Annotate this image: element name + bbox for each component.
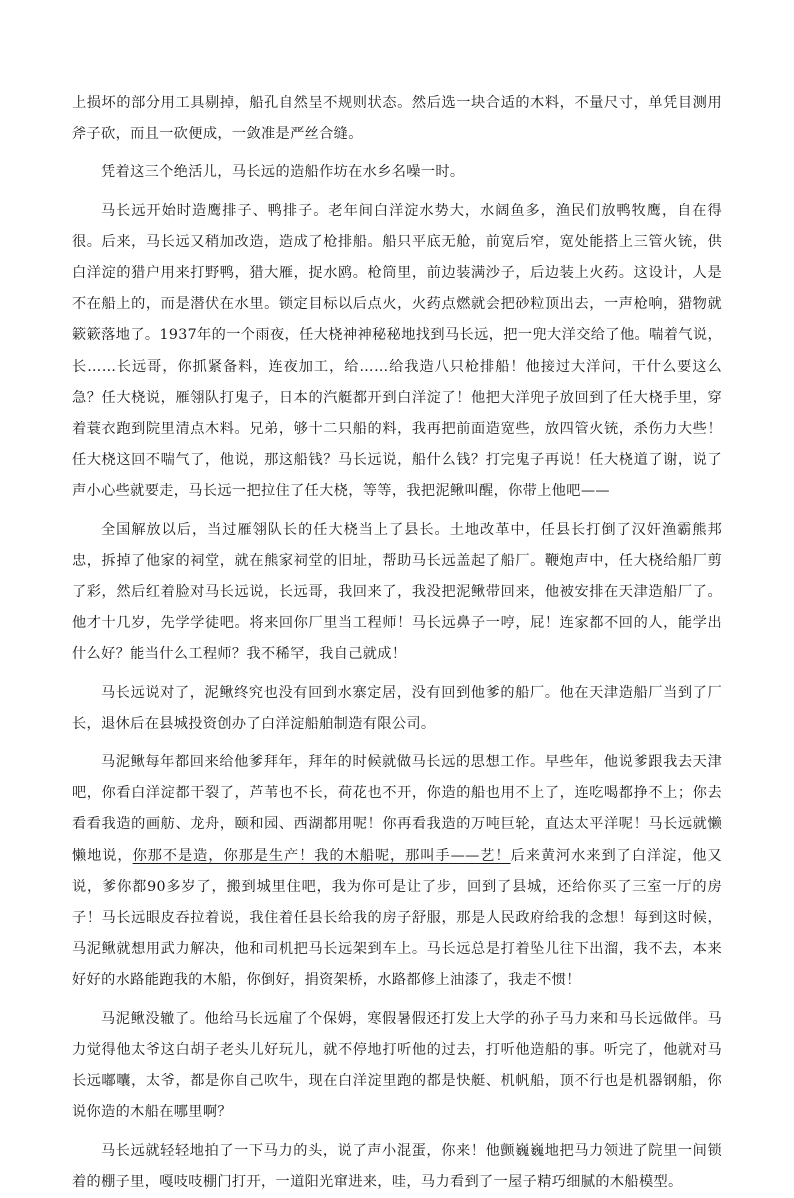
underlined-text: 你那不是造，你那是生产！我的木船呢，那叫手——艺！: [132, 847, 511, 864]
paragraph-text: 马长远说对了，泥鳅终究也没有回到水寨定居，没有回到他爹的船厂。他在天津造船厂当到了厂长，退休后在县城投资创办了白洋淀船舶制造有限公司。: [72, 684, 722, 732]
paragraph: [72, 678, 722, 740]
paragraph: [72, 1004, 722, 1129]
paragraph: [72, 1136, 722, 1198]
paragraph-text: 凭着这三个绝活儿，马长远的造船作坊在水乡名噪一时。: [101, 164, 465, 181]
paragraph-text: 全国解放以后，当过雁翎队长的任大桡当上了县长。土地改革中，任县长打倒了汉奸渔霸熊邦忠，拆掉了他家的祠堂，就在熊家祠堂的旧址，帮助马长远盖起了船厂。鞭炮声中，任大桡给船厂剪了彩，然后红着脸对马长远说，长远哥，我回来了，我没把泥鳅带回来，他被安排在天津造船厂了。他才十几岁，先学学徒吧。将来回你厂里当工程师！马长远鼻子一哼，屁！连家都不回的人，能学出什么好？能当什么工程师？我不稀罕，我自己就成！: [72, 521, 722, 663]
paragraph-text: 马泥鳅没辙了。他给马长远雇了个保姆，寒假暑假还打发上大学的孙子马力来和马长远做伴。马力觉得他太爷这白胡子老头儿好玩儿，就不停地打听他的过去，打听他造船的事。听完了，他就对马长远嘟囔，太爷，都是你自己吹牛，现在白洋淀里跑的都是快艇、机帆船，顶不行也是机器钢船，你说你造的木船在哪里啊？: [72, 1010, 722, 1121]
paragraph-text: 后来黄河水来到了白洋淀，他又说，爹你都90多岁了，搬到城里住吧，我为你可是让了步，回到了县城，还给你买了三室一厅的房子！马长远眼皮吞拉着说，我住着任县长给我的房子舒服，那是人民政府给我的念想！每到这时候，马泥鳅就想用武力解决，他和司机把马长远架到车上。马长远总是打着坠儿往下出溜，我不去，本来好好的水路能跑我的木船，你倒好，捐资架桥，水路都修上油漆了，我走不惯！: [72, 847, 722, 989]
paragraph: [72, 515, 722, 671]
paragraph: [72, 88, 722, 150]
paragraph-text: 马长远就轻轻地拍了一下马力的头，说了声小混蛋，你来！他颤巍巍地把马力领进了院里一间锁着的棚子里，嘎吱吱棚门打开，一道阳光窜进来，哇，马力看到了一屋子精巧细腻的木船模型。: [72, 1142, 722, 1190]
paragraph: [72, 196, 722, 508]
paragraph-text: 马泥鳅每年都回来给他爹拜年，拜年的时候就做马长远的思想工作。早些年，他说爹跟我去天津吧，你看白洋淀都干裂了，芦苇也不长，荷花也不开，你造的船也用不上了，连吃喝都挣不上；你去看看我造的画舫、龙舟，颐和园、西湖都用呢！你再看我造的万吨巨轮，直达太平洋呢！马长远就懒懒地说，: [72, 754, 722, 864]
paragraph: [72, 747, 722, 997]
article-body: [72, 88, 722, 1198]
paragraph: [72, 157, 722, 188]
paragraph-text: 马长远开始时造鹰排子、鸭排子。老年间白洋淀水势大，水阔鱼多，渔民们放鸭牧鹰，自在得很。后来，马长远又稍加改造，造成了枪排船。船只平底无舱，前宽后窄，宽处能搭上三管火铳，供白洋淀的猎户用来打野鸭，猎大雁，捉水鸥。枪筒里，前边装满沙子，后边装上火药。这设计，人是不在船上的，而是潜伏在水里。锁定目标以后点火，火药点燃就会把砂粒顶出去，一声枪响，猎物就簌簌落地了。1937年的一个雨夜，任大桡神神秘秘地找到马长远，把一兜大洋交给了他。喘着气说，长……长远哥，你抓紧备料，连夜加工，给……给我造八只枪排船！他接过大洋问，干什么要这么急？任大桡说，雁翎队打鬼子，日本的汽艇都开到白洋淀了！他把大洋兜子放回到了任大桡手里，穿着蓑衣跑到院里清点木料。兄弟，够十二只船的料，我再把前面造宽些，放四管火铳，杀伤力大些！任大桡这回不喘气了，他说，那这船钱？马长远说，船什么钱？打完鬼子再说！任大桡道了谢，说了声小心些就要走，马长远一把拉住了任大桡，等等，我把泥鳅叫醒，你带上他吧——: [72, 202, 722, 500]
paragraph-text: 上损坏的部分用工具剔掉，船孔自然呈不规则状态。然后选一块合适的木料，不量尺寸，单凭目测用斧子砍，而且一砍便成，一敛准是严丝合缝。: [72, 95, 722, 143]
